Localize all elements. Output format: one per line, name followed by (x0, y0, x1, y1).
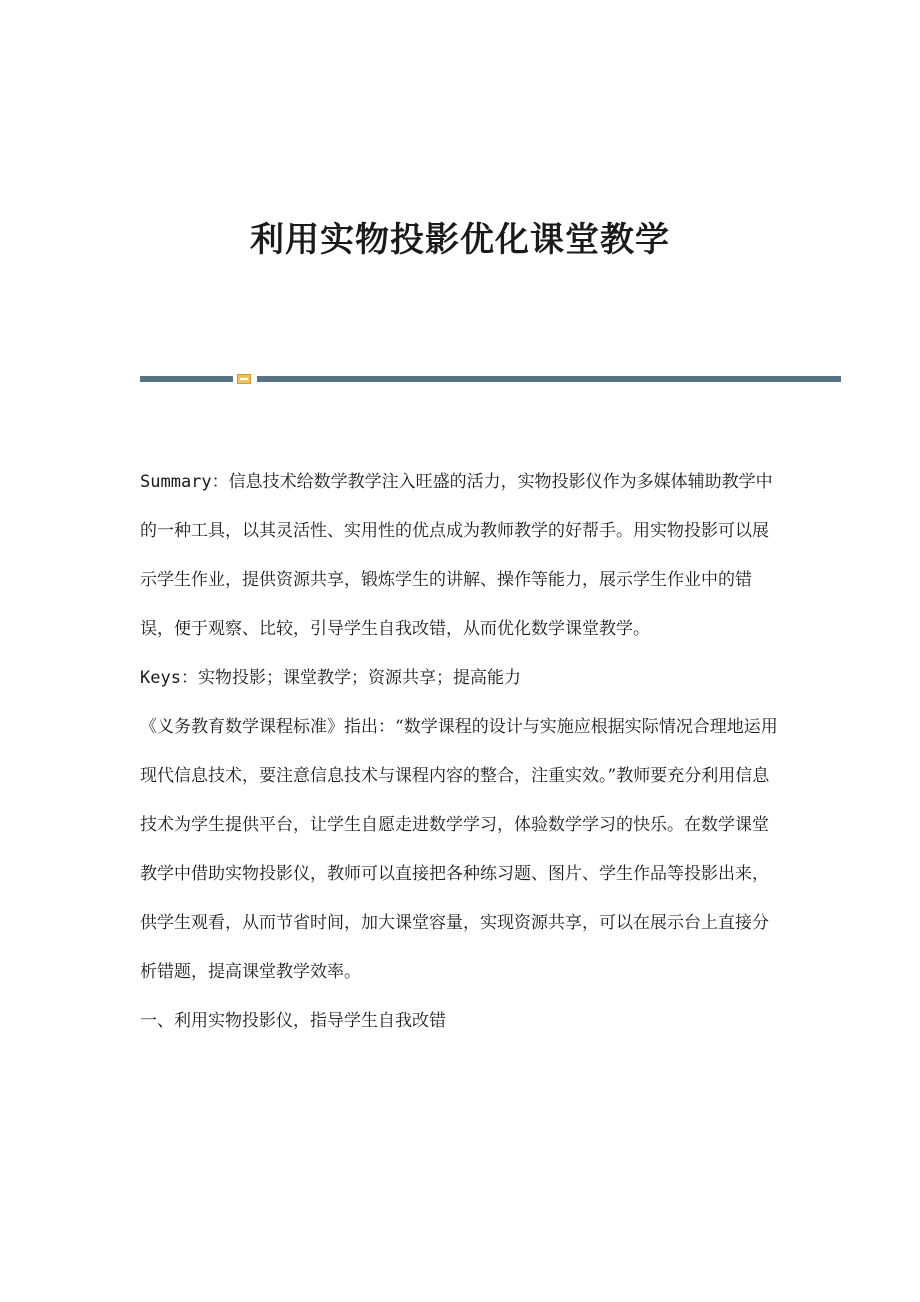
keys-text: 实物投影；课堂教学；资源共享；提高能力 (197, 668, 521, 688)
body-paragraph: 《义务教育数学课程标准》指出：“数学课程的设计与实施应根据实际情况合理地运用现代信息技术，要注意信息技术与课程内容的整合，注重实效。”教师要充分利用信息技术为学生提供平台，让学生自愿走进数学学习，体验数学学习的快乐。在数学课堂教学中借助实物投影仪，教师可以直接把各种练习题、图片、学生作品等投影出来，供学生观看，从而节省时间，加大课堂容量，实现资源共享，可以在展示台上直接分析错题，提高课堂教学效率。 (140, 717, 778, 982)
keys-label: Keys： (140, 668, 198, 688)
keys-paragraph (140, 654, 785, 703)
summary-text: 信息技术给数学教学注入旺盛的活力，实物投影仪作为多媒体辅助教学中的一种工具，以其灵活性、实用性的优点成为教师教学的好帮手。用实物投影可以展示学生作业，提供资源共享，锻炼学生的讲解、操作等能力，展示学生作业中的错误，便于观察、比较，引导学生自我改错，从而优化数学课堂教学。 (140, 472, 773, 639)
document-body (140, 458, 785, 1046)
section-heading: 一、利用实物投影仪，指导学生自我改错 (140, 1011, 446, 1031)
summary-label: Summary： (140, 472, 229, 492)
title-divider (140, 374, 841, 384)
document-title: 利用实物投影优化课堂教学 (250, 220, 670, 260)
summary-paragraph (140, 458, 785, 654)
divider-emblem-icon (237, 374, 251, 384)
divider-bar-right (257, 376, 841, 382)
divider-bar-left (140, 376, 233, 382)
